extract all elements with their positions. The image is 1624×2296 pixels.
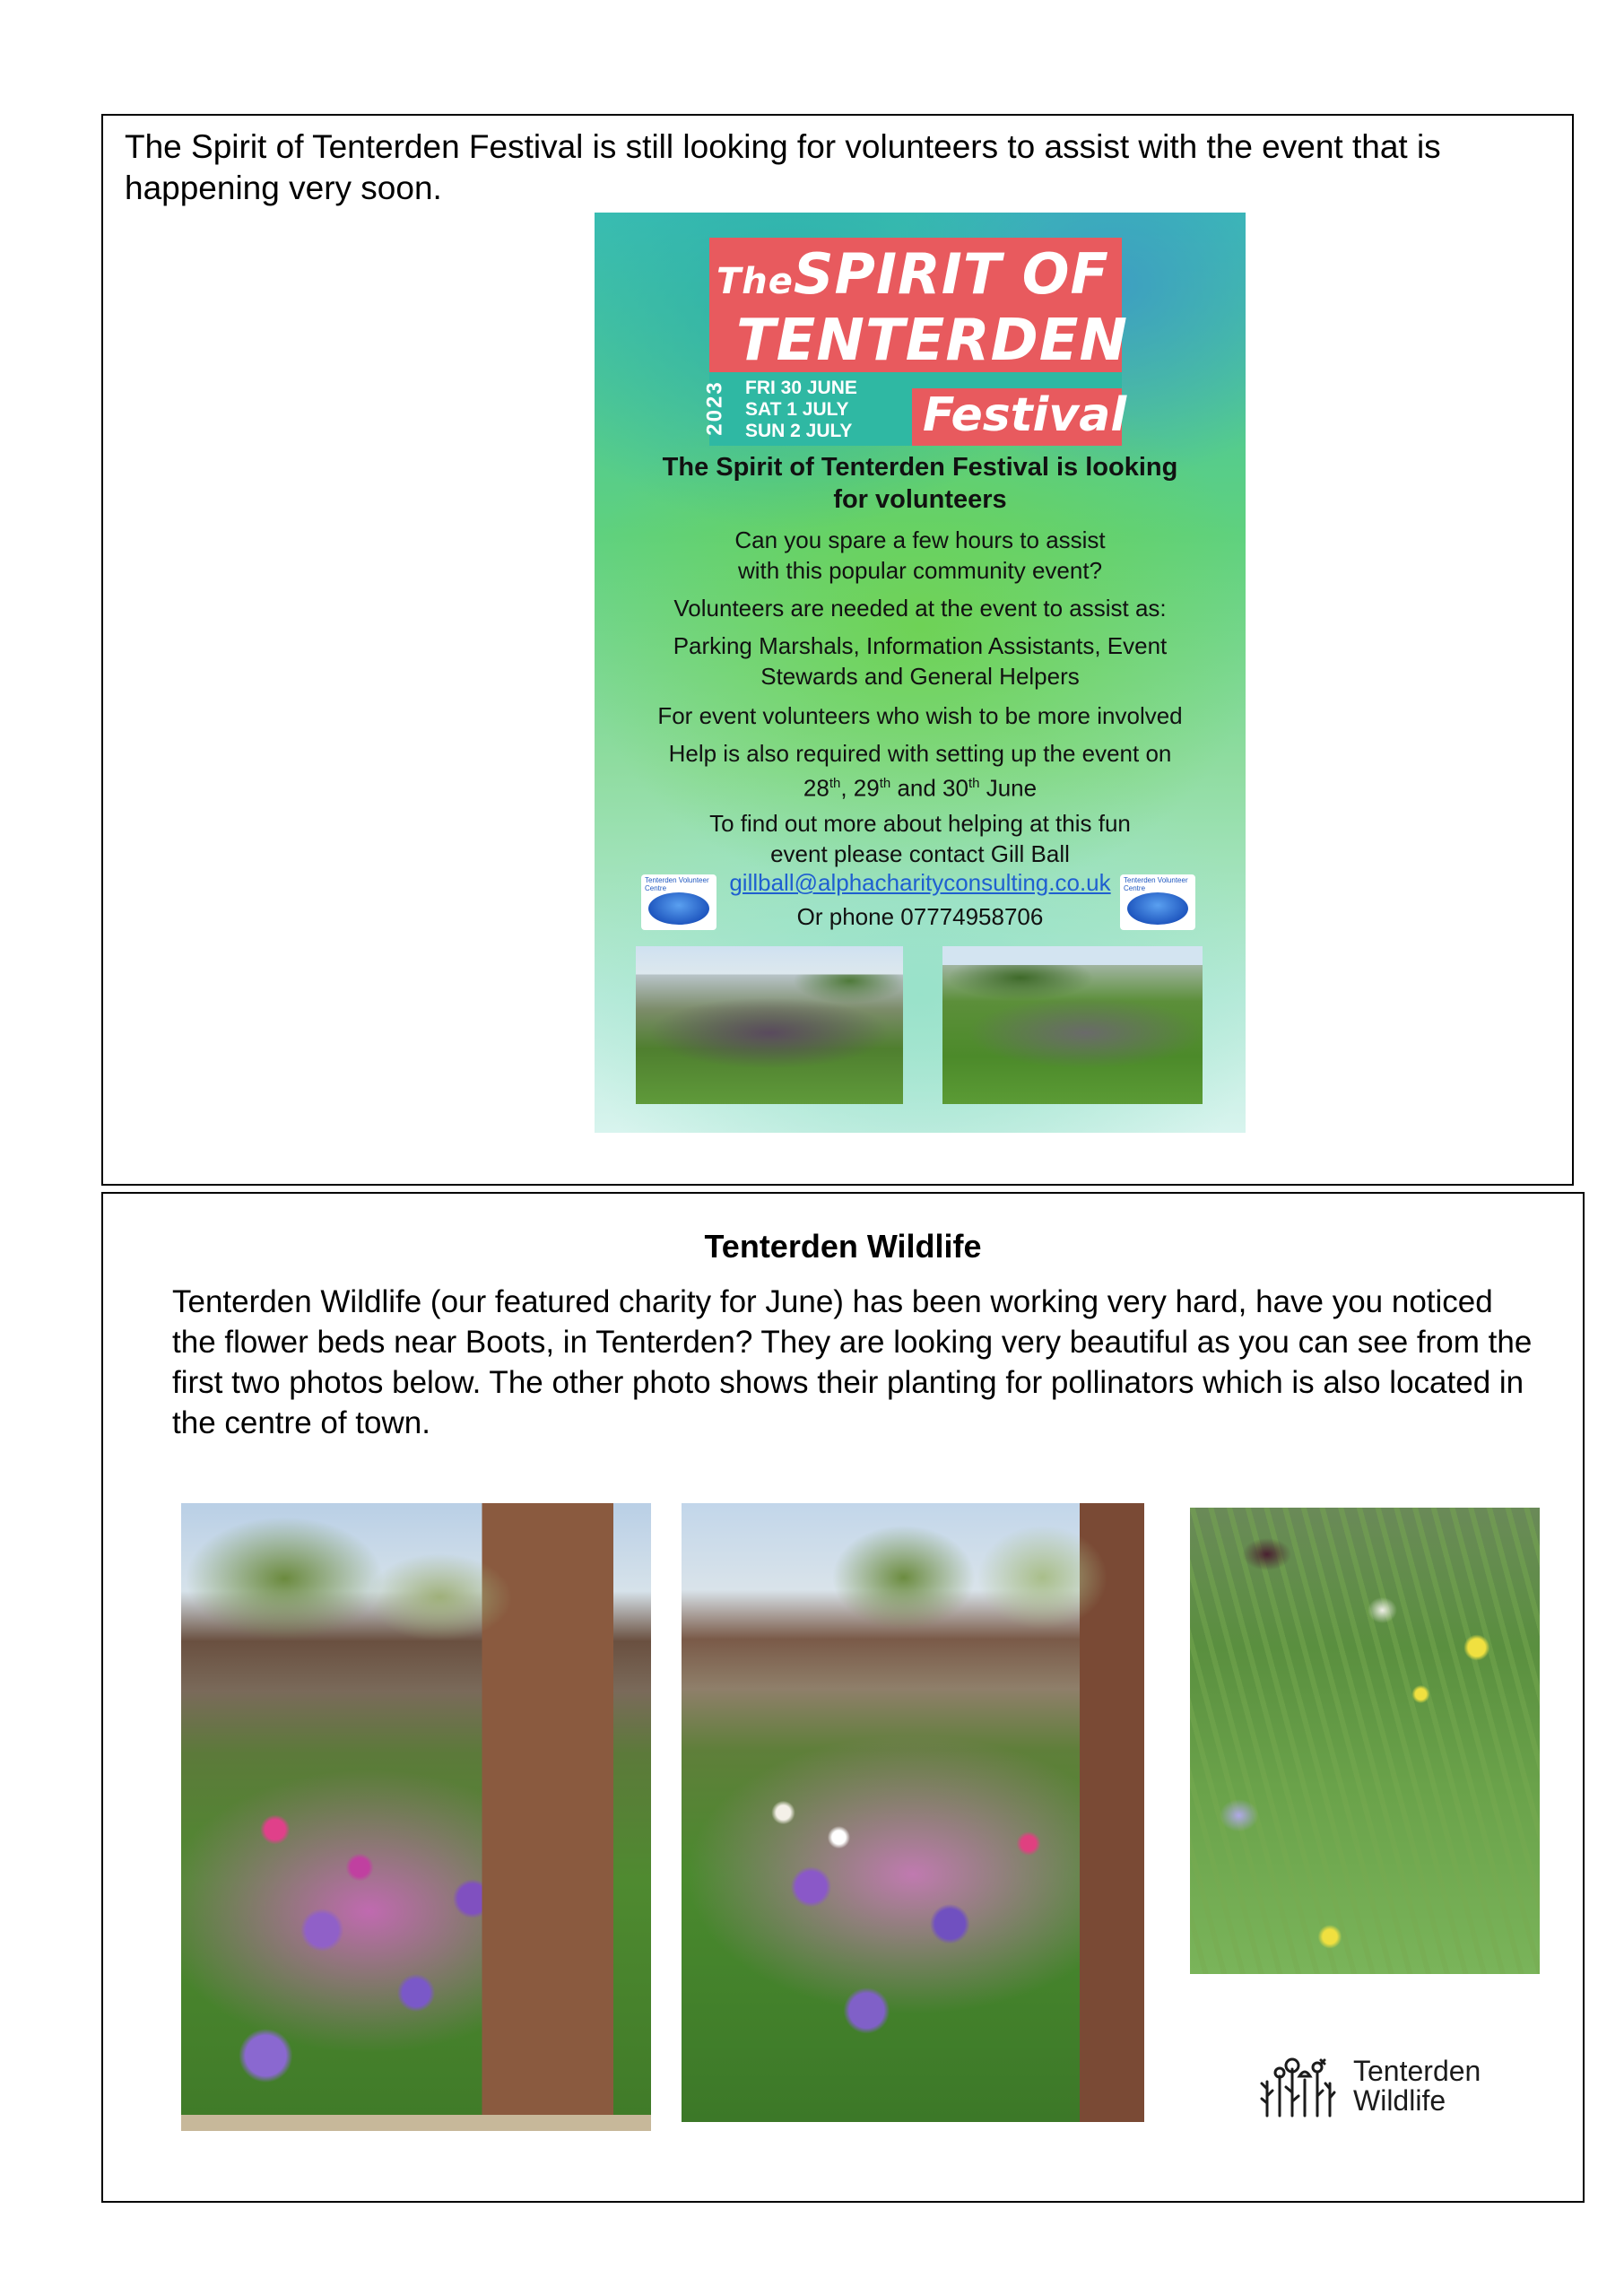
poster-phone: Or phone 07774958706 [796, 903, 1044, 930]
handshake-icon [648, 892, 709, 925]
poster-title-the: The [716, 261, 794, 302]
volunteer-centre-logo-right [1120, 874, 1195, 930]
tenterden-wildlife-logo [1258, 2053, 1509, 2125]
poster-line-roles: Parking Marshals, Information Assistants, Event Stewards and General Helpers [673, 632, 1168, 690]
pollinator-planting-photo [1190, 1508, 1540, 1974]
setup-date-28-sup: th [829, 776, 841, 791]
handshake-icon [1127, 892, 1188, 925]
festival-poster [595, 213, 1246, 1133]
poster-year-text: 2023 [702, 380, 727, 436]
poster-headline: The Spirit of Tenterden Festival is looking for volunteers [662, 453, 1178, 514]
poster-date-2: SAT 1 JULY [745, 399, 849, 420]
setup-date-29: 29 [853, 774, 880, 802]
festival-crowd-photo-2 [942, 946, 1203, 1104]
setup-date-28: 28 [803, 774, 829, 802]
setup-date-sep1: , [840, 774, 854, 802]
volunteer-centre-logo-text: Tenterden Volunteer Centre [645, 876, 709, 892]
poster-email-link[interactable]: gillball@alphacharityconsulting.co.uk [729, 869, 1111, 896]
setup-date-30-sup: th [968, 776, 980, 791]
poster-line-involved: For event volunteers who wish to be more involved [657, 702, 1183, 729]
poster-title-line1 [716, 241, 1109, 307]
poster-dates [745, 378, 857, 442]
wildflower-icon [1258, 2057, 1348, 2119]
volunteer-centre-logo-text: Tenterden Volunteer Centre [1124, 876, 1188, 892]
wildlife-logo-text [1353, 2057, 1481, 2116]
setup-date-june: June [979, 774, 1038, 802]
festival-crowd-photo-1 [636, 946, 903, 1104]
poster-date-3: SUN 2 JULY [745, 421, 853, 441]
setup-date-sep2: and [890, 774, 943, 802]
poster-line-setup-dates [595, 769, 1246, 804]
poster-title-spirit: SPIRIT OF [793, 241, 1109, 307]
poster-festival-text: Festival [923, 388, 1127, 442]
poster-line-spare-time: Can you spare a few hours to assist with this popular community event? [734, 526, 1106, 584]
poster-date-1: FRI 30 JUNE [745, 378, 857, 398]
wildlife-logo-line2: Wildlife [1353, 2084, 1446, 2117]
poster-title-block [702, 238, 1128, 446]
flower-bed-photo-2 [682, 1503, 1144, 2122]
poster-line-needed: Volunteers are needed at the event to assist as: [673, 595, 1167, 622]
flower-bed-photo-1 [181, 1503, 651, 2131]
poster-festival-banner [912, 388, 1127, 446]
wildlife-section [101, 1192, 1585, 2203]
wildlife-title: Tenterden Wildlife [704, 1228, 982, 1265]
festival-section [101, 114, 1574, 1186]
wildlife-logo-line1: Tenterden [1353, 2055, 1481, 2087]
setup-date-29-sup: th [879, 776, 891, 791]
poster-line-contact: To find out more about helping at this fun event please contact Gill Ball [709, 810, 1131, 867]
poster-line-setup: Help is also required with setting up the event on [668, 740, 1172, 767]
poster-year [702, 372, 736, 446]
volunteer-centre-logo-left [641, 874, 716, 930]
festival-intro-text: The Spirit of Tenterden Festival is still looking for volunteers to assist with the event that is happening very soon. [125, 128, 1441, 206]
poster-title-line2: TENTERDEN [736, 308, 1128, 374]
setup-date-30: 30 [942, 774, 968, 802]
wildlife-body-text: Tenterden Wildlife (our featured charity for June) has been working very hard, have you noticed the flower beds near Boots, in Tenterden? They are looking very beautiful as you can see from the first two photos below. The other photo shows their planting for pollinators which is also located in the centre of town. [172, 1284, 1533, 1440]
